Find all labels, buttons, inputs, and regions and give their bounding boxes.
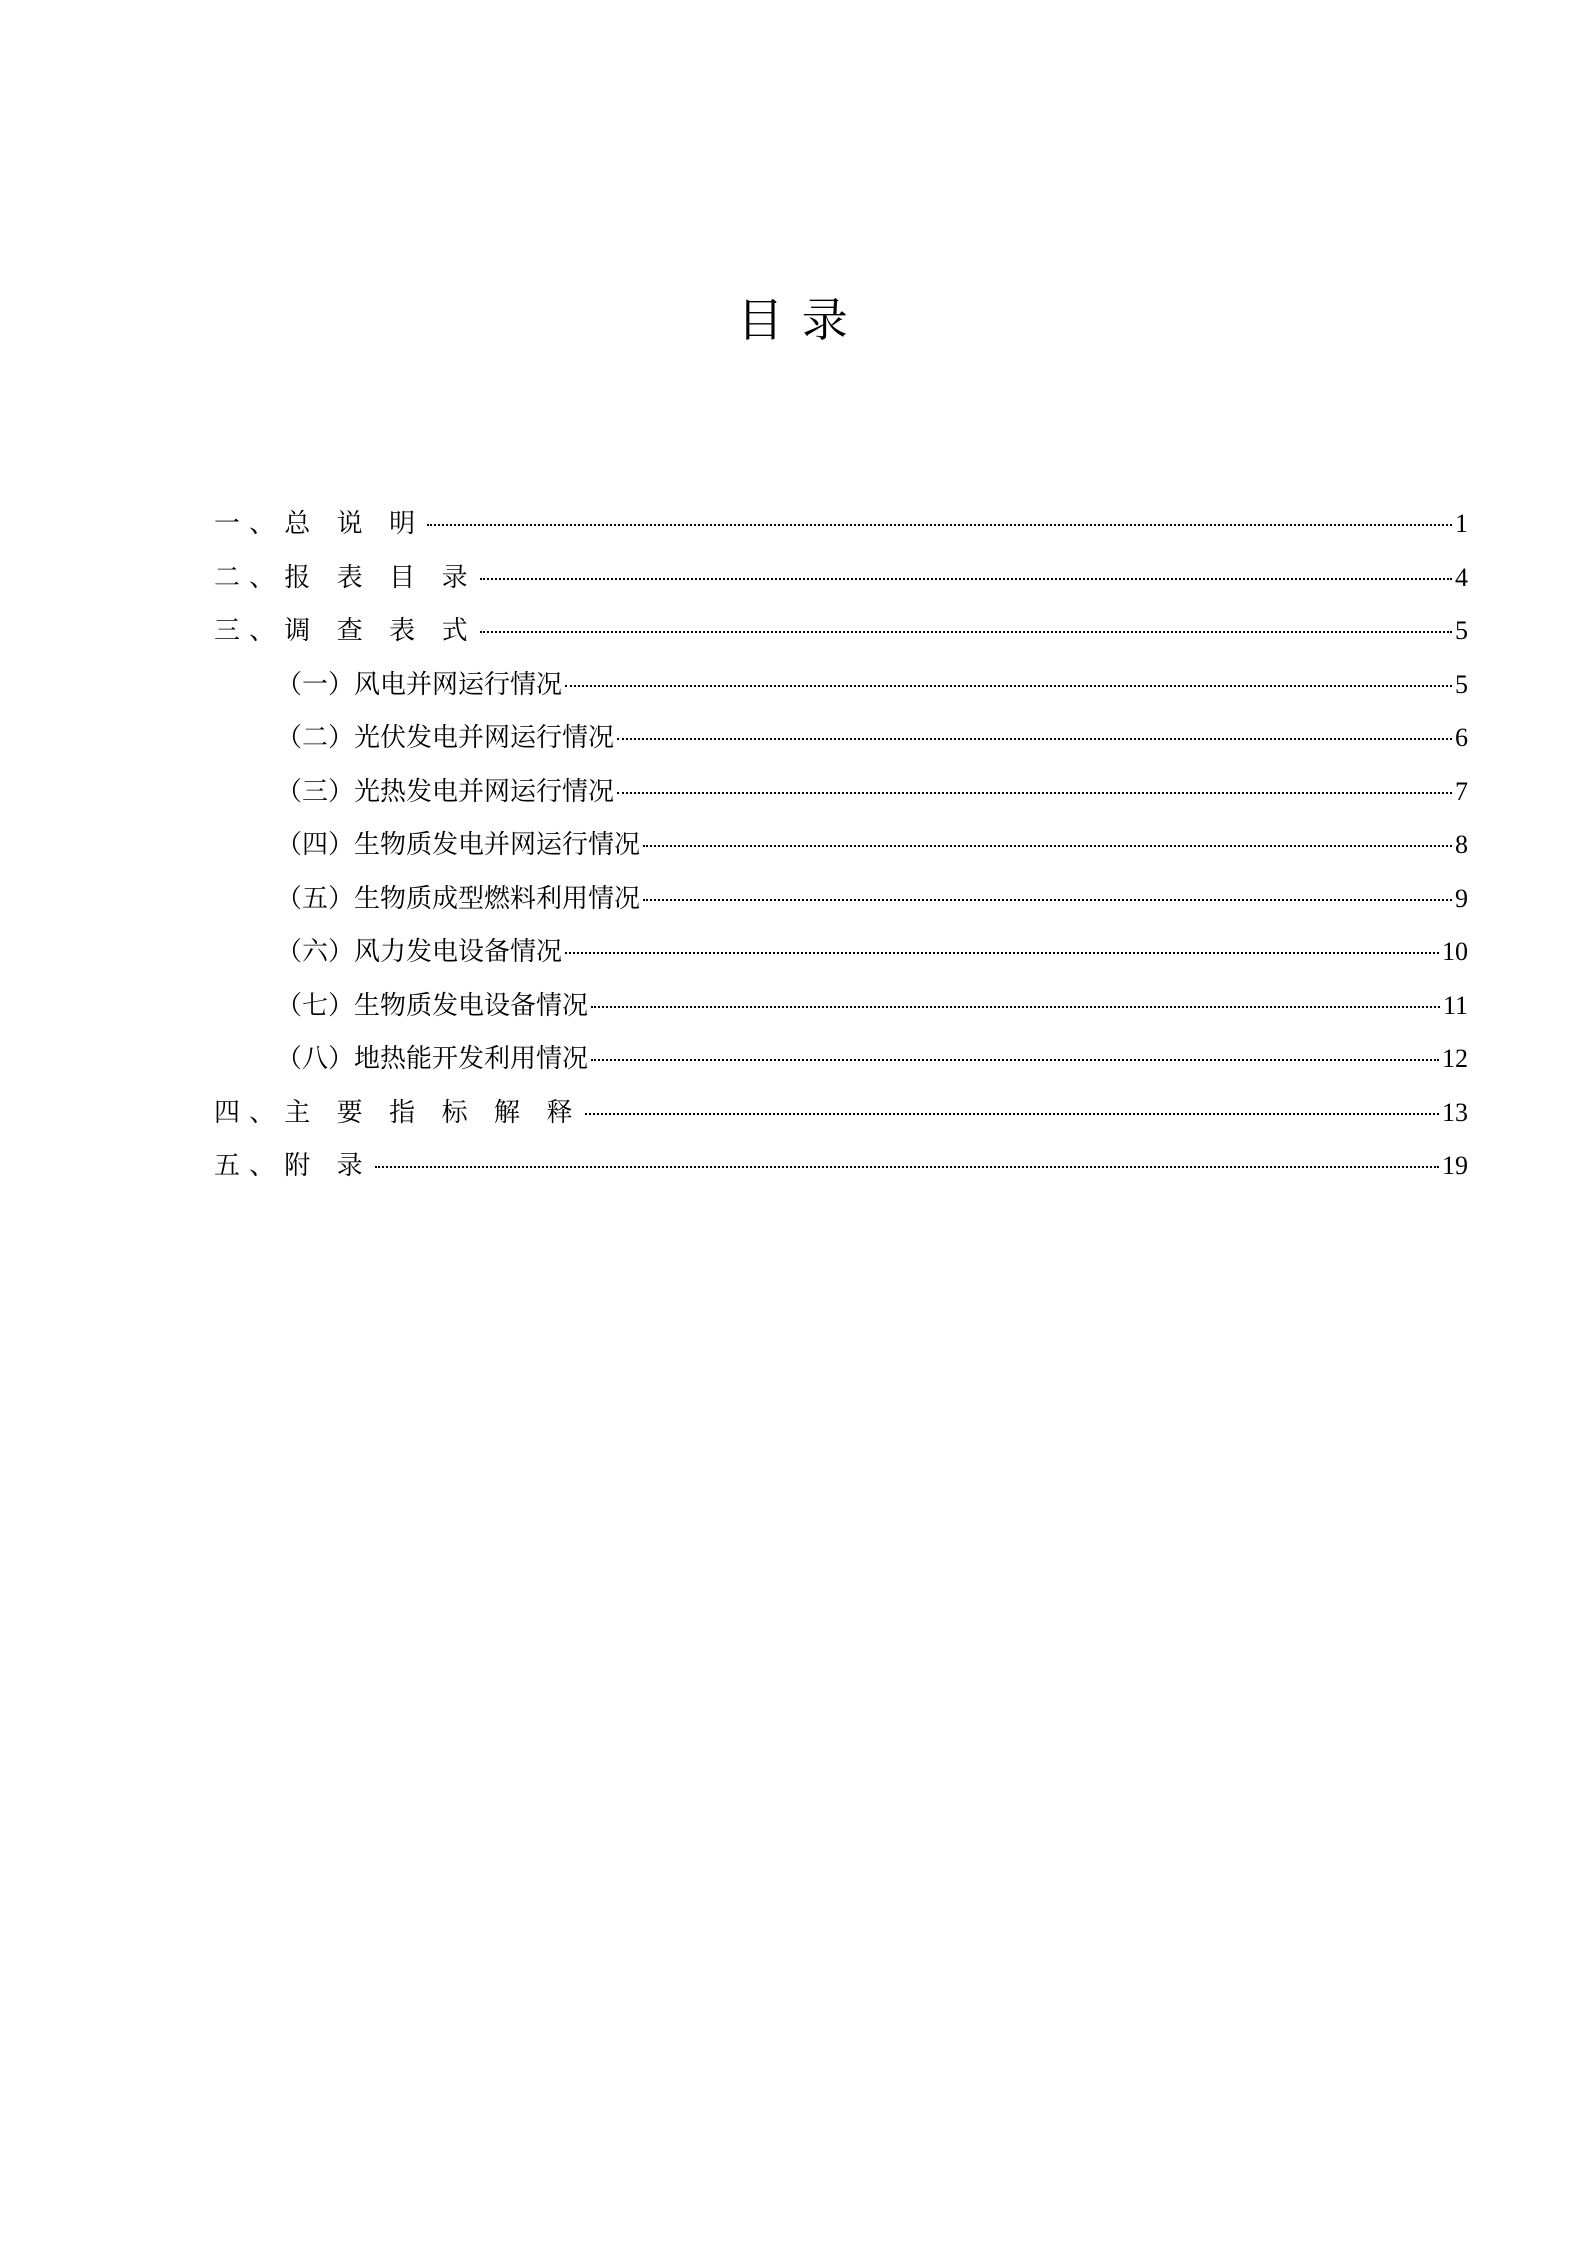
toc-dot-leader xyxy=(585,1113,1439,1115)
toc-entry[interactable] xyxy=(214,818,1468,872)
toc-dot-leader xyxy=(591,1059,1439,1061)
toc-page-number: 9 xyxy=(1455,883,1468,913)
toc-dot-leader xyxy=(480,578,1452,580)
toc-page-number: 11 xyxy=(1442,990,1468,1020)
toc-entry-text: 三、调 查 表 式 xyxy=(214,616,477,646)
toc-dot-leader xyxy=(617,792,1452,794)
toc-entry[interactable] xyxy=(214,1086,1468,1140)
toc-page-number: 10 xyxy=(1442,937,1468,966)
toc-entry-text: 二、报 表 目 录 xyxy=(214,562,477,593)
toc-page-number: 13 xyxy=(1442,1097,1468,1127)
toc-entry-text: （六）风力发电设备情况 xyxy=(276,937,563,967)
toc-entry[interactable] xyxy=(214,1139,1468,1193)
toc-entry[interactable] xyxy=(214,497,1468,551)
toc-entry-text: 四、主 要 指 标 解 释 xyxy=(214,1097,582,1128)
toc-dot-leader xyxy=(643,899,1452,901)
toc-entry[interactable] xyxy=(214,925,1468,979)
toc-page-number: 6 xyxy=(1455,723,1468,752)
table-of-contents xyxy=(214,497,1468,1193)
toc-entry-text: （五）生物质成型燃料利用情况 xyxy=(276,883,641,914)
toc-entry-text: 一、总 说 明 xyxy=(214,509,425,539)
toc-dot-leader xyxy=(565,685,1452,687)
toc-page-number: 5 xyxy=(1455,669,1468,699)
toc-page-number: 4 xyxy=(1455,562,1468,592)
toc-entry[interactable] xyxy=(214,604,1468,658)
toc-entry-text: （一）风电并网运行情况 xyxy=(276,669,563,700)
toc-dot-leader xyxy=(643,845,1452,847)
page-title: 目 录 xyxy=(737,293,850,347)
toc-entry-text: （八）地热能开发利用情况 xyxy=(276,1044,589,1074)
toc-entry-text: 五、附 录 xyxy=(214,1151,372,1181)
toc-entry-text: （二）光伏发电并网运行情况 xyxy=(276,723,615,753)
toc-entry[interactable] xyxy=(214,711,1468,765)
toc-entry-text: （七）生物质发电设备情况 xyxy=(276,990,589,1021)
toc-dot-leader xyxy=(565,952,1439,954)
toc-dot-leader xyxy=(480,631,1452,633)
toc-entry[interactable] xyxy=(214,979,1468,1033)
toc-entry[interactable] xyxy=(214,872,1468,926)
toc-entry-text: （三）光热发电并网运行情况 xyxy=(276,776,615,807)
toc-dot-leader xyxy=(427,524,1452,526)
toc-dot-leader xyxy=(617,738,1452,740)
toc-entry[interactable] xyxy=(214,658,1468,712)
toc-dot-leader xyxy=(375,1166,1439,1168)
toc-page-number: 5 xyxy=(1455,616,1468,645)
toc-page-number: 1 xyxy=(1455,509,1468,538)
toc-page-number: 19 xyxy=(1442,1151,1468,1180)
toc-entry[interactable] xyxy=(214,551,1468,605)
toc-entry-text: （四）生物质发电并网运行情况 xyxy=(276,830,641,860)
toc-page-number: 12 xyxy=(1442,1044,1468,1073)
toc-page-number: 7 xyxy=(1455,776,1468,806)
toc-page-number: 8 xyxy=(1455,830,1468,859)
toc-entry[interactable] xyxy=(214,1032,1468,1086)
toc-entry[interactable] xyxy=(214,765,1468,819)
toc-dot-leader xyxy=(591,1006,1440,1008)
